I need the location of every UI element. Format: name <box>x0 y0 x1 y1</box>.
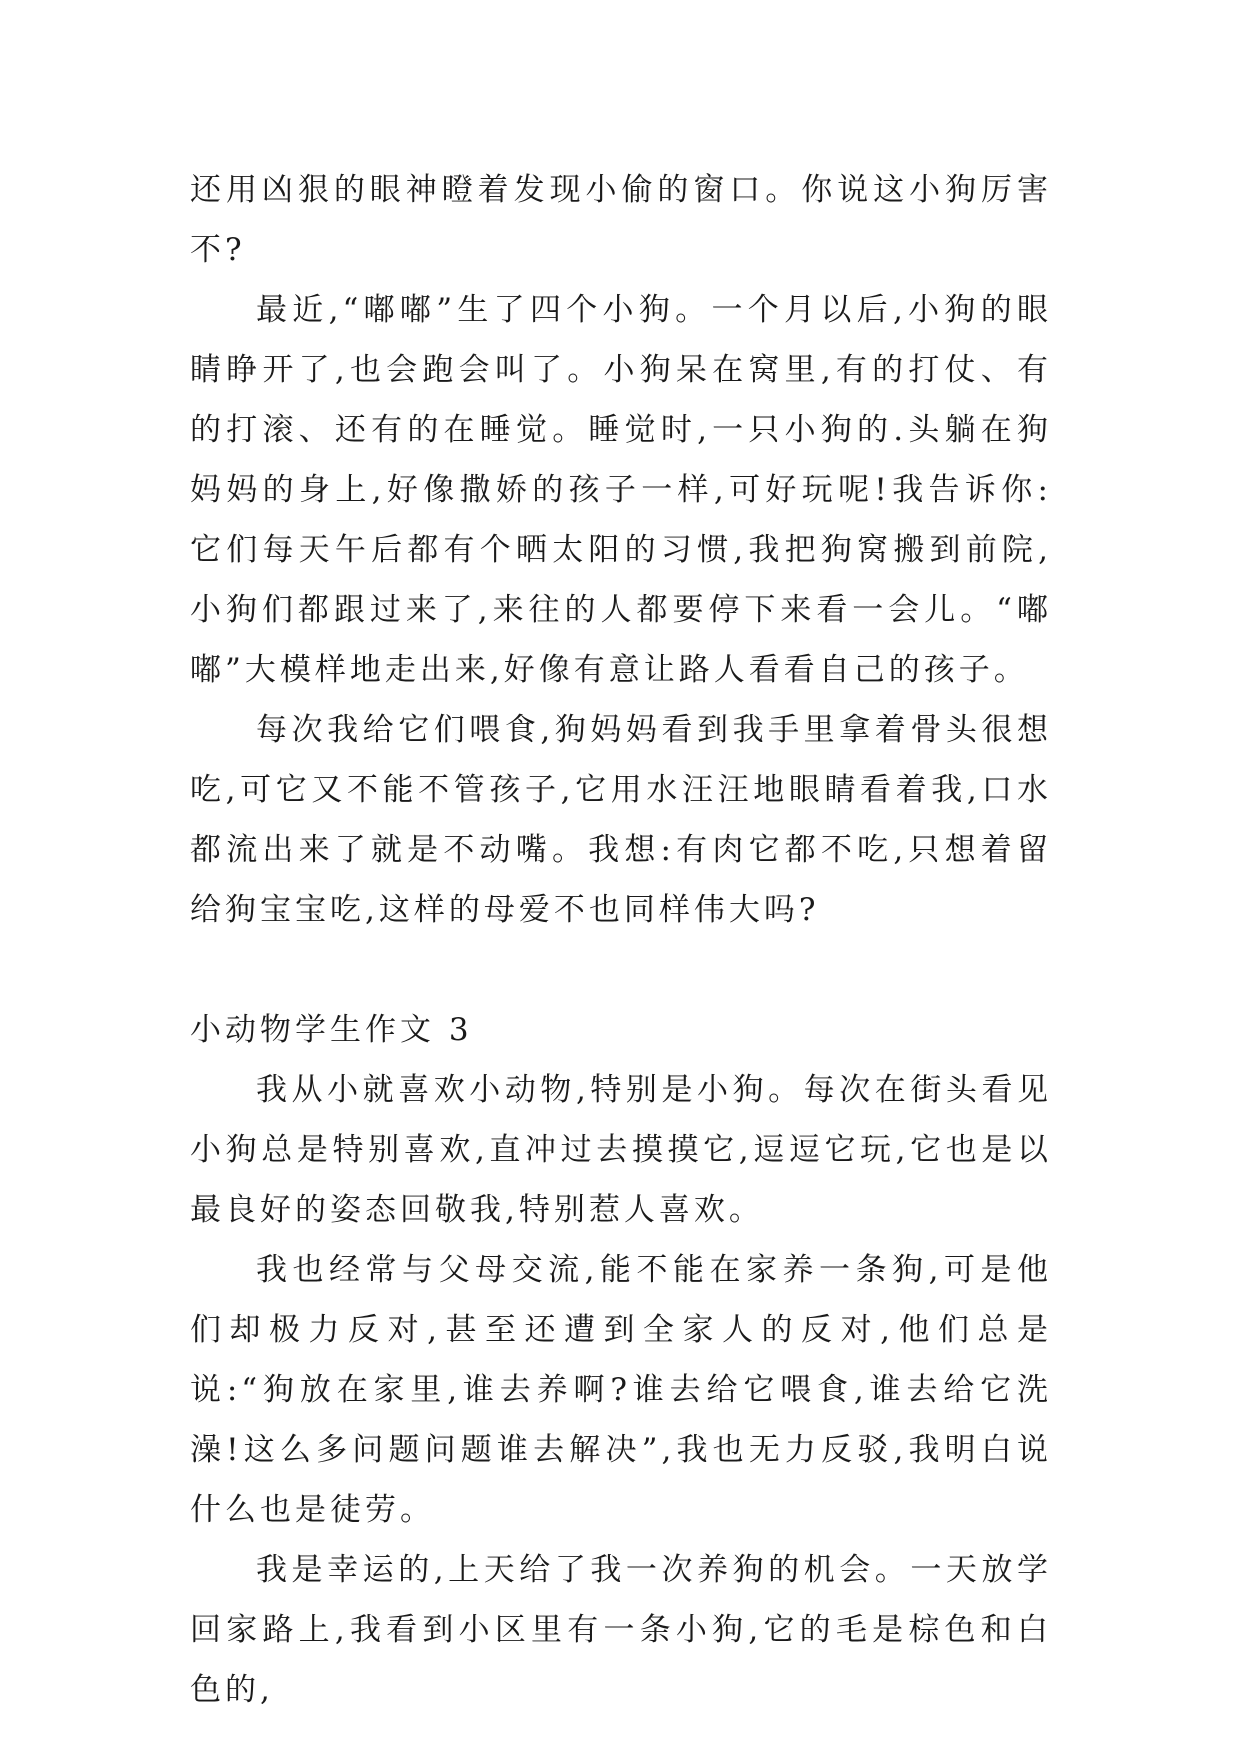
section-paragraph-1: 我从小就喜欢小动物,特别是小狗。每次在街头看见小狗总是特别喜欢,直冲过去摸摸它,逗逗它玩,它也是以最良好的姿态回敬我,特别惹人喜欢。 <box>190 1072 1052 1228</box>
document-body <box>190 160 1052 1720</box>
paragraph-1: 还用凶狠的眼神瞪着发现小偷的窗口。你说这小狗厉害不? <box>190 172 1052 268</box>
paragraph-3: 每次我给它们喂食,狗妈妈看到我手里拿着骨头很想吃,可它又不能不管孩子,它用水汪汪地眼睛看着我,口水都流出来了就是不动嘴。我想:有肉它都不吃,只想着留给狗宝宝吃,这样的母爱不也同样伟大吗? <box>190 712 1052 928</box>
paragraph-2: 最近,“嘟嘟”生了四个小狗。一个月以后,小狗的眼睛睁开了,也会跑会叫了。小狗呆在窝里,有的打仗、有的打滚、还有的在睡觉。睡觉时,一只小狗的.头躺在狗妈妈的身上,好像撒娇的孩子一样,可好玩呢!我告诉你:它们每天午后都有个晒太阳的习惯,我把狗窝搬到前院,小狗们都跟过来了,来往的人都要停下来看一会儿。“嘟嘟”大模样地走出来,好像有意让路人看看自己的孩子。 <box>190 292 1052 688</box>
section-paragraph-3: 我是幸运的,上天给了我一次养狗的机会。一天放学回家路上,我看到小区里有一条小狗,它的毛是棕色和白色的, <box>190 1552 1052 1708</box>
section-paragraph-2: 我也经常与父母交流,能不能在家养一条狗,可是他们却极力反对,甚至还遭到全家人的反对,他们总是说:“狗放在家里,谁去养啊?谁去给它喂食,谁去给它洗澡!这么多问题问题谁去解决”,我也无力反驳,我明白说什么也是徒劳。 <box>190 1252 1052 1528</box>
section-title: 小动物学生作文 3 <box>190 1012 473 1048</box>
